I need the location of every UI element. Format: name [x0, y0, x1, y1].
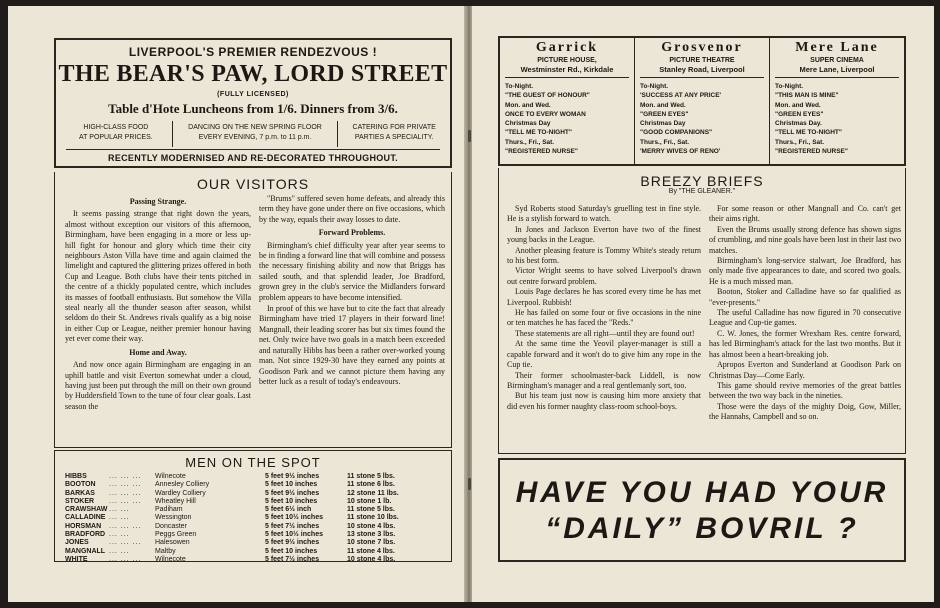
paragraph: At the same time the Yeovil player-manager is still a capable forward and it won't do to give him any rope in the Cup tie. — [507, 339, 701, 370]
paragraph: It seems passing strange that right down the years, almost without exception our visitors of this afternoon, Birmingham, have been engaging in a more or less up-hill fight for honour and glory which time their city neighbours Aston Villa have time and again claimed the limelight and captured the glittering prizes offered in both Cup and League. Both clubs have their tents pitched in the centre of a thickly populated centre, which includes its masses of football enthusiasts. But somehow the Villa steal nearly all the thunder season after season, whilst seldom do their St. Andrews rivals qualify as a big noise in either Cup or League, neither premier honour having yet ever come their way. — [65, 209, 251, 344]
cinema-mere-lane — [769, 38, 904, 164]
leader-dots: ... ... ... — [109, 497, 142, 505]
programme-line: Thurs., Fri., Sat. — [505, 138, 555, 146]
player-height: 5 feet 7½ inches — [265, 522, 320, 530]
player-name: JONES — [65, 539, 89, 547]
advert-luncheons: Table d'Hote Luncheons from 1/6. Dinners from 3/6. — [108, 101, 398, 116]
advert-kicker: LIVERPOOL'S PREMIER RENDEZVOUS ! — [128, 45, 378, 59]
breezy-column-right — [709, 204, 901, 423]
paragraph: C. W. Jones, the former Wrexham Res. centre forward, has led Birmingham's attack for the last two months. But it has almost been a heart-breaking job. — [709, 328, 901, 359]
player-weight: 11 stone 5 lbs. — [347, 473, 395, 480]
visitors-column-left — [65, 194, 251, 413]
player-club: Wardley Colliery — [155, 489, 206, 497]
player-table — [65, 473, 445, 564]
leader-dots: ... ... ... — [109, 539, 142, 547]
cinema-name: Mere Lane — [795, 40, 879, 55]
paragraph: "Brums" suffered seven home defeats, and already this term they have gone under there on five occasions, which by the way, equals their away losses to date. — [259, 194, 445, 224]
player-height: 5 feet 10½ inches — [265, 514, 323, 522]
player-weight: 11 stone 6 lbs. — [347, 481, 395, 489]
paragraph: The useful Calladine has now figured in 70 consecutive League and Cup-tie games. — [709, 308, 901, 328]
player-name: STOKER — [65, 497, 95, 505]
bovril-advert — [498, 458, 906, 562]
cinema-address: Stanley Road, Liverpool — [640, 65, 764, 78]
player-club: Halesowen — [155, 539, 190, 547]
player-club: Peggs Green — [155, 531, 197, 539]
leader-dots: ... ... — [109, 547, 130, 555]
programme-line: Thurs., Fri., Sat. — [775, 138, 825, 146]
player-name: CRAWSHAW — [65, 506, 108, 514]
player-name: HORSMAN — [65, 522, 102, 530]
player-club: Wessington — [155, 514, 192, 522]
player-height: 5 feet 10 inches — [265, 547, 318, 555]
table-row — [65, 514, 445, 522]
programme-line: Mon. and Wed. — [640, 101, 686, 109]
leader-dots: ... ... ... — [109, 489, 142, 497]
advert-feature-catering: CATERING FOR PRIVATE PARTIES A SPECIALITY. — [337, 121, 450, 147]
player-weight: 10 stone 4 lbs. — [347, 522, 396, 530]
paragraph: Another pleasing feature is Tommy White's steady return to his best form. — [507, 245, 701, 266]
paragraph: Victor Wright seems to have solved Liverpool's drawn out centre forward problem. — [507, 266, 701, 286]
player-club: Maltby — [155, 547, 176, 555]
advert-feature-food: HIGH-CLASS FOOD AT POPULAR PRICES. — [79, 124, 153, 141]
section-title: MEN ON THE SPOT — [185, 455, 321, 470]
programme-line: To-Night. — [640, 83, 669, 90]
men-on-the-spot-section — [54, 450, 452, 562]
player-weight: 10 stone 4 lbs. — [347, 555, 396, 563]
subheading: Forward Problems. — [318, 228, 386, 238]
cinema-address: Westminster Rd., Kirkdale — [505, 65, 629, 78]
section-title: BREEZY BRIEFS — [640, 173, 764, 189]
paragraph: Their former schoolmaster-back Liddell, is now Birmingham's manager and a real gentlemanly sort, too. — [507, 370, 701, 390]
programme-line: "TELL ME TO-NIGHT" — [505, 129, 572, 137]
bovril-line-2: “DAILY” BOVRIL ? — [545, 512, 859, 545]
paragraph: In proof of this we have but to cite the fact that already Birmingham have tried 17 players in their forward line! Mangnall, their leading scorer has but six times found the net. Only twice have two goals in a match been exceeded and naturally Hibbs has been a rather over-worked young man. Not since 1929-30 have they earned any points at Goodison Park and we cannot picture them having any better luck as a result of today's endeavours. — [259, 304, 445, 386]
bovril-line-1: HAVE YOU HAD YOUR — [515, 476, 889, 509]
player-name: BRADFORD — [65, 531, 106, 539]
player-name: BARKAS — [65, 489, 95, 497]
player-club: Wilnecote — [155, 473, 186, 480]
paragraph: Birmingham's chief difficulty year after year seems to be in finding a forward line that will combine and possess the necessary finishing ability and now that Briggs has sailed south, and that splendid leader, Joe Bradford, grown grey in the club's service the Midlanders forward problem appears to have become intensified. — [259, 240, 445, 302]
player-club: Padiham — [155, 506, 183, 514]
programme-line: 'MERRY WIVES OF RENO' — [640, 148, 721, 156]
table-row — [65, 556, 445, 564]
player-name: CALLADINE — [65, 514, 106, 522]
player-weight: 13 stone 3 lbs. — [347, 531, 396, 539]
player-height: 5 feet 9½ inches — [265, 489, 320, 497]
paragraph: This game should revive memories of the great battles between the two way back in the nineties. — [709, 380, 901, 401]
table-row — [65, 506, 445, 514]
programme-line: 'SUCCESS AT ANY PRICE' — [640, 92, 722, 100]
programme-line: To-Night. — [775, 83, 804, 90]
table-row — [65, 548, 445, 556]
programme-line: Christmas Day — [640, 120, 686, 128]
staple — [468, 478, 471, 490]
programme-line: Mon. and Wed. — [505, 101, 551, 109]
player-weight: 11 stone 5 lbs. — [347, 506, 395, 514]
cinema-grosvenor — [634, 38, 769, 164]
player-name: BOOTON — [65, 481, 96, 489]
paragraph: In Jones and Jackson Everton have two of the finest young backs in the League. — [507, 224, 701, 245]
cinema-address: Mere Lane, Liverpool — [775, 65, 899, 78]
table-row — [65, 539, 445, 547]
advert-licence: (FULLY LICENSED) — [217, 91, 289, 98]
table-row — [65, 498, 445, 506]
programme-line: "TELL ME TO-NIGHT" — [775, 129, 842, 137]
left-page — [8, 6, 466, 602]
bears-paw-advert — [54, 38, 452, 168]
player-weight: 11 stone 4 lbs. — [347, 547, 395, 555]
paragraph: Birmingham's long-service stalwart, Joe Bradford, has only made five appearances to date, and scored two goals. He is a much missed man. — [709, 256, 901, 286]
player-height: 5 feet 10½ inches — [265, 531, 323, 539]
breezy-briefs-section — [498, 168, 906, 454]
cinema-garrick — [500, 38, 634, 164]
programme-line: "GREEN EYES" — [640, 110, 689, 118]
programme-line: Christmas Day — [505, 120, 551, 128]
player-name: HIBBS — [65, 473, 87, 480]
leader-dots: ... ... — [109, 506, 130, 514]
advert-title: THE BEAR'S PAW, LORD STREET — [58, 61, 448, 87]
player-height: 5 feet 7½ inches — [265, 555, 320, 563]
player-weight: 10 stone 7 lbs. — [347, 539, 396, 547]
our-visitors-section — [54, 172, 452, 448]
player-club: Wilnecote — [155, 555, 186, 563]
player-name: MANGNALL — [65, 547, 106, 555]
advert-feature-columns — [60, 121, 450, 147]
player-name: WHITE — [65, 555, 88, 563]
player-club: Doncaster — [155, 522, 187, 530]
player-height: 5 feet 10 inches — [265, 481, 318, 489]
leader-dots: ... ... — [109, 531, 130, 539]
programme-line: ONCE TO EVERY WOMAN — [505, 110, 586, 118]
table-row — [65, 490, 445, 498]
breezy-column-left — [507, 204, 701, 412]
advert-divider — [66, 149, 440, 150]
paragraph: Apropos Everton and Sunderland at Goodison Park on Christmas Day—Come Early. — [709, 360, 901, 380]
programme-line: "THE GUEST OF HONOUR" — [505, 92, 590, 100]
visitors-column-right — [259, 194, 445, 388]
paragraph: And now once again Birmingham are engaging in an uphill battle and visit Everton somewhat under a cloud, having just been put through the mill on their own ground by Huddersfield Town to the tune of four clear goals. Last season the — [65, 360, 251, 411]
right-page — [472, 6, 934, 602]
byline: By "THE GLEANER." — [668, 188, 736, 195]
cinema-type: PICTURE HOUSE, — [537, 57, 597, 64]
paragraph: Syd Roberts stood Saturday's gruelling test in fine style. He is a stylish forward to watch. — [507, 204, 701, 224]
player-weight: 12 stone 11 lbs. — [347, 489, 399, 497]
cinema-name: Garrick — [535, 40, 599, 55]
table-row — [65, 531, 445, 539]
advert-feature-dancing: DANCING ON THE NEW SPRING FLOOR EVERY EVENING, 7 p.m. to 11 p.m. — [172, 121, 338, 147]
cinema-listings — [498, 36, 906, 166]
programme-line: Mon. and Wed. — [775, 101, 821, 109]
programme-line: "THIS MAN IS MINE" — [775, 92, 839, 100]
programme-line: "GOOD COMPANIONS" — [640, 129, 713, 137]
player-weight: 10 stone 1 lb. — [347, 497, 392, 505]
paragraph: He has failed on some four or five occasions in the nine or ten matches he has faced the "Reds." — [507, 308, 701, 328]
section-title: OUR VISITORS — [196, 176, 310, 192]
paragraph: Louis Page declares he has scored every time he has met Liverpool. Rubbish! — [507, 287, 701, 307]
table-row — [65, 481, 445, 489]
advert-footer: RECENTLY MODERNISED AND RE-DECORATED THROUGHOUT. — [108, 153, 398, 163]
player-club: Wheatley Hill — [155, 497, 196, 505]
player-height: 5 feet 6½ inch — [265, 506, 312, 514]
cinema-type: PICTURE THEATRE — [669, 57, 735, 64]
player-height: 5 feet 9½ inches — [265, 473, 320, 480]
programme-line: Christmas Day. — [775, 120, 822, 128]
leader-dots: ... ... ... — [109, 555, 142, 563]
subheading: Passing Strange. — [129, 197, 187, 206]
table-row — [65, 473, 445, 481]
leader-dots: ... ... ... — [109, 481, 142, 489]
programme-line: "REGISTERED NURSE" — [505, 148, 578, 156]
cinema-name: Grosvenor — [661, 40, 743, 55]
leader-dots: ... ... ... — [109, 522, 142, 530]
programme-line: To-Night. — [505, 83, 534, 90]
paragraph: Those were the days of the mighty Doig, Gow, Miller, the Hannahs, Campbell and so on. — [709, 401, 901, 422]
staple — [468, 130, 471, 142]
programme-line: "REGISTERED NURSE" — [775, 148, 848, 156]
leader-dots: ... ... ... — [109, 473, 142, 480]
paragraph: For some reason or other Mangnall and Co. can't get their aims right. — [709, 204, 901, 224]
player-height: 5 feet 9½ inches — [265, 539, 320, 547]
programme-line: "GREEN EYES" — [775, 110, 824, 118]
paragraph: Booton, Stoker and Calladine have so far qualified as "ever-presents." — [709, 287, 901, 307]
player-weight: 11 stone 10 lbs. — [347, 514, 399, 522]
player-height: 5 feet 10 inches — [265, 497, 318, 505]
table-row — [65, 523, 445, 531]
paragraph: Even the Brums usually strong defence has shown signs of crumbling, and nine goals have been lost in their last two matches. — [709, 224, 901, 255]
cinema-type: SUPER CINEMA — [810, 57, 864, 64]
player-club: Annesley Colliery — [155, 481, 210, 489]
subheading: Home and Away. — [129, 347, 187, 357]
paragraph: But his team just now is causing him more anxiety that did even his former naughty class-room school-boys. — [507, 391, 701, 411]
leader-dots: ... ... — [109, 514, 130, 522]
programme-line: Thurs., Fri., Sat. — [640, 138, 690, 146]
paragraph: These statements are all right—until they are found out! — [515, 328, 695, 338]
